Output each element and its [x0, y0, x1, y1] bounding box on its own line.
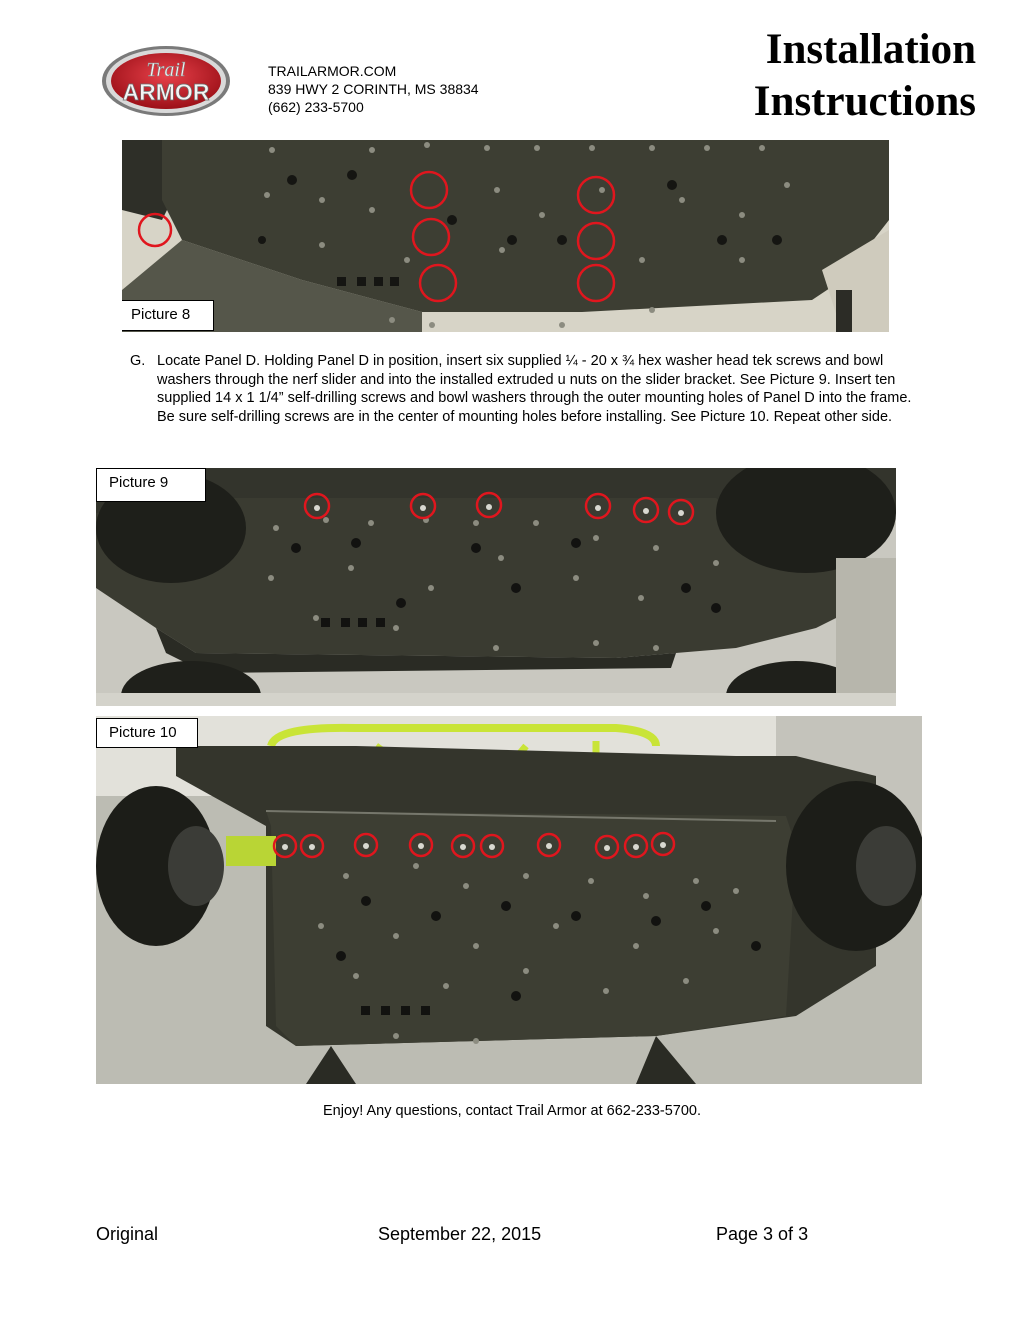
picture-9-label: Picture 9 [96, 468, 206, 502]
step-g-text: Locate Panel D. Holding Panel D in position, insert six supplied ¼ - 20 x ¾ hex washer head tek screws and bowl washers through the nerf slider and into the installed extruded u nuts on the slider bracket. See Picture 9. Insert ten supplied 14 x 1 1/4” self-drilling screws and bowl washers through the outer mounting holes of Panel D into the frame. Be sure self-drilling screws are in the center of mounting holes before installing. See Picture 10. Repeat other side. [157, 353, 912, 425]
picture-10-label: Picture 10 [96, 718, 198, 748]
company-website: TRAILARMOR.COM [268, 63, 397, 79]
footer-date: September 22, 2015 [378, 1224, 542, 1244]
svg-text:Trail: Trail [146, 59, 186, 81]
document-title: Installation Instructions [753, 26, 976, 125]
picture-8-photo [122, 140, 889, 332]
footer-page-number: Page 3 of 3 [716, 1224, 809, 1244]
trail-armor-logo [100, 44, 232, 118]
company-address: 839 HWY 2 CORINTH, MS 38834 [268, 81, 479, 97]
step-g [130, 352, 930, 426]
picture-8-label: Picture 8 [122, 300, 214, 331]
picture-9-photo [96, 468, 896, 706]
step-letter: G. [130, 353, 146, 369]
company-info [268, 62, 479, 116]
picture-10-photo [96, 716, 922, 1084]
footer-revision: Original [96, 1224, 159, 1244]
closing-message: Enjoy! Any questions, contact Trail Armor at 662-233-5700. [322, 1103, 702, 1119]
company-phone: (662) 233-5700 [268, 99, 364, 115]
svg-text:ARMOR: ARMOR [122, 79, 210, 105]
